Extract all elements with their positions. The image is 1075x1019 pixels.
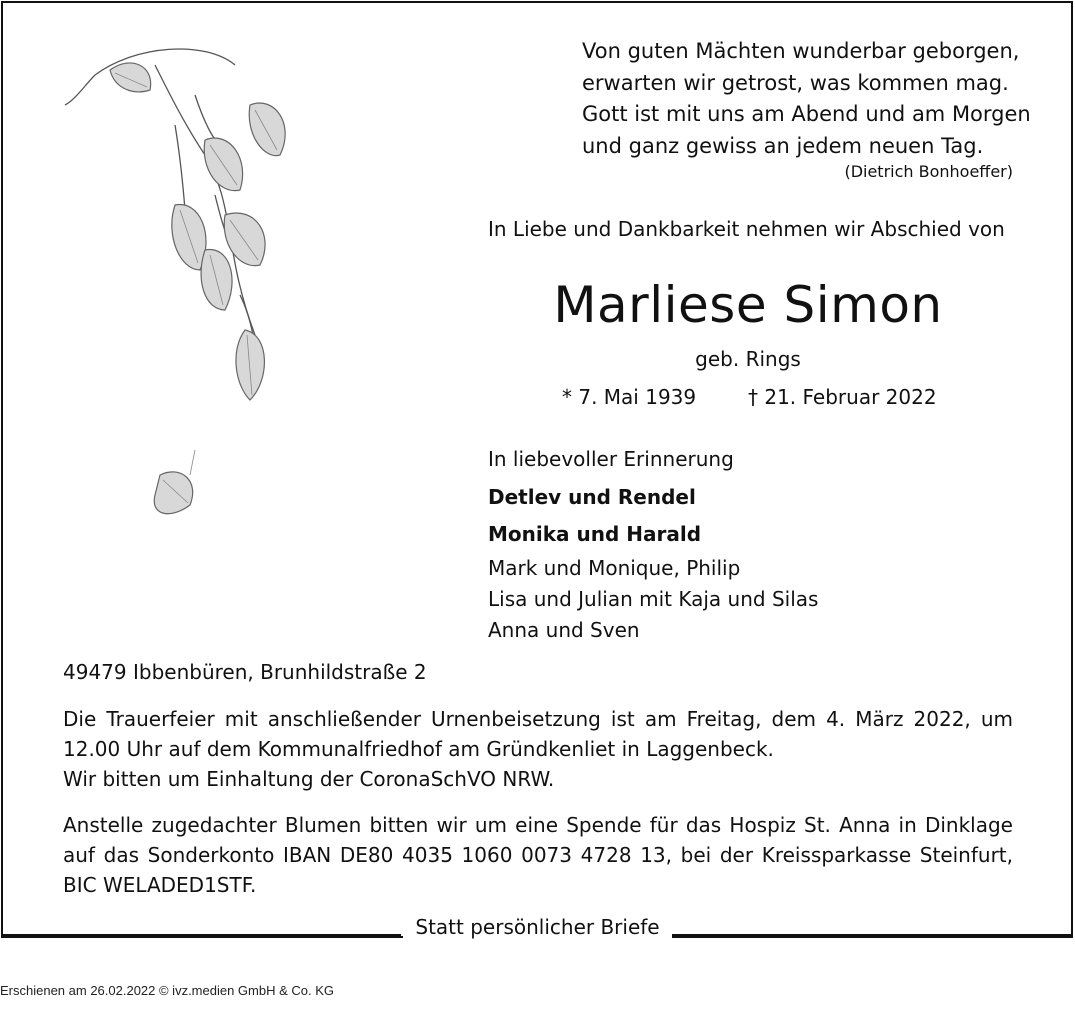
poem-line: Gott ist mit uns am Abend und am Morgen xyxy=(582,102,1031,126)
mourner-bold: Monika und Harald xyxy=(488,522,702,546)
mourner: Mark und Monique, Philip xyxy=(488,556,741,580)
mourner: Anna und Sven xyxy=(488,618,640,642)
mourner: Lisa und Julian mit Kaja und Silas xyxy=(488,587,819,611)
service-line: Die Trauerfeier mit anschließender Urnenbeisetzung ist am Freitag, dem 4. März 2022, um xyxy=(63,707,1013,731)
birch-leaves-illustration xyxy=(55,35,295,525)
poem xyxy=(582,36,1031,162)
publication-footer: Erschienen am 26.02.2022 © ivz.medien GmbH & Co. KG xyxy=(0,983,335,998)
service-line: Wir bitten um Einhaltung der CoronaSchVO NRW. xyxy=(63,767,555,791)
donation-line: auf das Sonderkonto IBAN DE80 4035 1060 0073 4728 13, bei der Kreissparkasse Steinfurt, xyxy=(63,843,1013,867)
mourners-heading: In liebevoller Erinnerung xyxy=(488,447,734,471)
donation-text xyxy=(63,810,1013,900)
notice-text: Statt persönlicher Briefe xyxy=(403,915,671,939)
mourning-address: 49479 Ibbenbüren, Brunhildstraße 2 xyxy=(63,660,427,684)
donation-line: BIC WELADED1STF. xyxy=(63,873,257,897)
farewell-intro: In Liebe und Dankbarkeit nehmen wir Abschied von xyxy=(488,217,1005,241)
poem-line: erwarten wir getrost, was kommen mag. xyxy=(582,70,1009,95)
notice-caption xyxy=(0,915,1075,939)
maiden-name: geb. Rings xyxy=(695,347,801,371)
poem-line: und ganz gewiss an jedem neuen Tag. xyxy=(582,133,984,158)
donation-line: Anstelle zugedachter Blumen bitten wir um eine Spende für das Hospiz St. Anna in Dinklage xyxy=(63,813,1013,837)
deceased-name: Marliese Simon xyxy=(553,276,943,334)
death-date: † 21. Februar 2022 xyxy=(748,385,937,409)
poem-author: (Dietrich Bonhoeffer) xyxy=(844,162,1013,181)
funeral-service-text xyxy=(63,704,1013,794)
birth-date: * 7. Mai 1939 xyxy=(562,385,697,409)
mourners-list xyxy=(488,445,818,646)
mourner-bold: Detlev und Rendel xyxy=(488,485,696,509)
poem-line: Von guten Mächten wunderbar geborgen, xyxy=(582,39,1020,63)
service-line: 12.00 Uhr auf dem Kommunalfriedhof am Gründkenliet in Laggenbeck. xyxy=(63,737,774,761)
